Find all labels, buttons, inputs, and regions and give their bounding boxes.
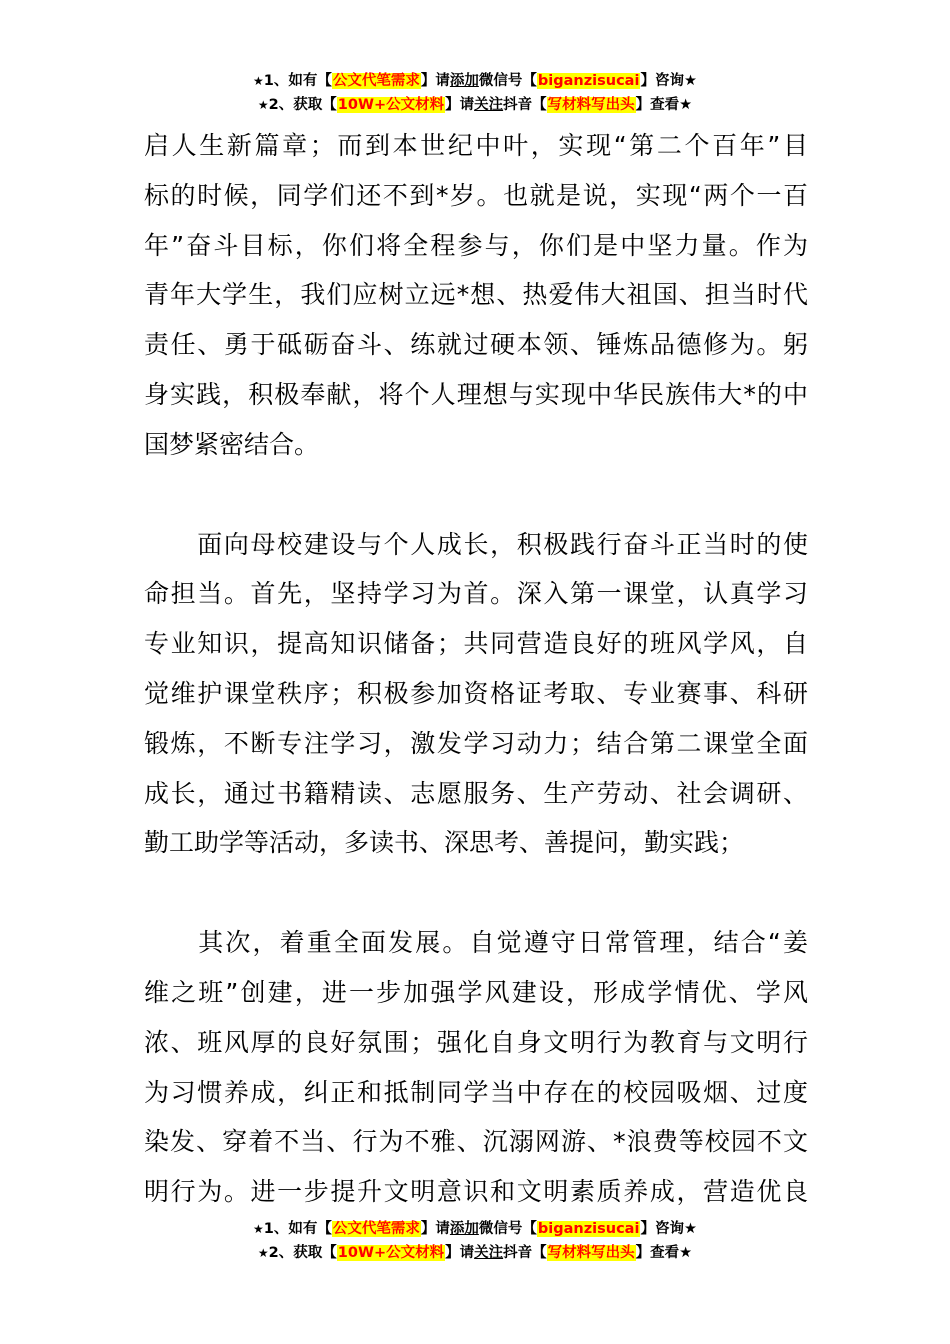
banner-text: 】请 xyxy=(420,73,450,89)
text-line: 勤工助学等活动，多读书、深思考、善提问，勤实践； xyxy=(144,828,745,858)
text-line: 年”奋斗目标，你们将全程参与，你们是中坚力量。作为 xyxy=(144,230,808,260)
banner-underlined: 添加 xyxy=(449,73,479,89)
banner-underlined: 关注 xyxy=(474,97,504,113)
text-line: 成长，通过书籍精读、志愿服务、生产劳动、社会调研、 xyxy=(144,778,808,808)
star-icon: ★ xyxy=(257,1246,269,1260)
douyin-id-highlight: 写材料写出头 xyxy=(547,1245,635,1261)
text-line: 为习惯养成，纠正和抵制同学当中存在的校园吸烟、过度 xyxy=(144,1077,808,1107)
banner-underlined: 添加 xyxy=(449,1221,479,1237)
text-line: 其次，着重全面发展。自觉遵守日常管理，结合“姜 xyxy=(144,928,808,958)
footer-banner xyxy=(0,1218,950,1266)
banner-text: 1、如有【 xyxy=(263,1221,332,1237)
banner-highlight: 10W+公文材料 xyxy=(337,97,445,113)
banner-line-1 xyxy=(0,70,950,94)
banner-text: 1、如有【 xyxy=(263,73,332,89)
text-line: 标的时候，同学们还不到*岁。也就是说，实现“两个一百 xyxy=(144,180,808,210)
text-line: 国梦紧密结合。 xyxy=(144,429,320,459)
star-icon: ★ xyxy=(253,74,264,88)
banner-line-2 xyxy=(0,1242,950,1266)
banner-text: 】查看★ xyxy=(635,1245,693,1261)
text-line: 觉维护课堂秩序；积极参加资格证考取、专业赛事、科研 xyxy=(144,678,808,708)
text-line: 青年大学生，我们应树立远*想、热爱伟大祖国、担当时代 xyxy=(144,280,808,310)
text-line: 责任、勇于砥砺奋斗、练就过硬本领、锤炼品德修为。躬 xyxy=(144,330,808,360)
text-line: 明行为。进一步提升文明意识和文明素质养成，营造优良 xyxy=(144,1177,808,1207)
banner-text: 】咨询★ xyxy=(640,73,697,89)
banner-text: 】请 xyxy=(420,1221,450,1237)
text-line: 命担当。首先，坚持学习为首。深入第一课堂，认真学习 xyxy=(144,579,808,609)
banner-text: 微信号【 xyxy=(478,1221,537,1237)
banner-highlight: 公文代笔需求 xyxy=(332,73,420,89)
paragraph xyxy=(144,121,808,470)
star-icon: ★ xyxy=(257,98,269,112)
text-line: 面向母校建设与个人成长，积极践行奋斗正当时的使 xyxy=(144,529,808,559)
wechat-id-highlight: biganzisucai xyxy=(537,73,640,89)
banner-text: 2、获取【 xyxy=(268,1245,337,1261)
banner-text: 】查看★ xyxy=(635,97,693,113)
text-line: 身实践，积极奉献，将个人理想与实现中华民族伟大*的中 xyxy=(144,379,808,409)
banner-highlight: 公文代笔需求 xyxy=(332,1221,420,1237)
banner-text: 】咨询★ xyxy=(640,1221,697,1237)
douyin-id-highlight: 写材料写出头 xyxy=(547,97,635,113)
document-body xyxy=(144,121,808,1217)
header-banner xyxy=(0,70,950,118)
banner-text: 抖音【 xyxy=(503,97,547,113)
text-line: 启人生新篇章；而到本世纪中叶，实现“第二个百年”目 xyxy=(144,131,808,160)
text-line: 专业知识，提高知识储备；共同营造良好的班风学风，自 xyxy=(144,629,808,659)
banner-text: 】请 xyxy=(445,97,475,113)
banner-text: 微信号【 xyxy=(478,73,537,89)
banner-line-1 xyxy=(0,1218,950,1242)
text-line: 锻炼，不断专注学习，激发学习动力；结合第二课堂全面 xyxy=(144,728,808,758)
paragraph xyxy=(144,918,808,1217)
wechat-id-highlight: biganzisucai xyxy=(537,1221,640,1237)
banner-text: 】请 xyxy=(445,1245,475,1261)
banner-text: 抖音【 xyxy=(503,1245,547,1261)
text-line: 浓、班风厚的良好氛围；强化自身文明行为教育与文明行 xyxy=(144,1027,808,1057)
banner-text: 2、获取【 xyxy=(268,97,337,113)
banner-underlined: 关注 xyxy=(474,1245,504,1261)
banner-line-2 xyxy=(0,94,950,118)
text-line: 维之班”创建，进一步加强学风建设，形成学情优、学风 xyxy=(144,977,808,1007)
paragraph xyxy=(144,520,808,869)
text-line: 染发、穿着不当、行为不雅、沉溺网游、*浪费等校园不文 xyxy=(144,1127,808,1157)
banner-highlight: 10W+公文材料 xyxy=(337,1245,445,1261)
star-icon: ★ xyxy=(253,1222,264,1236)
